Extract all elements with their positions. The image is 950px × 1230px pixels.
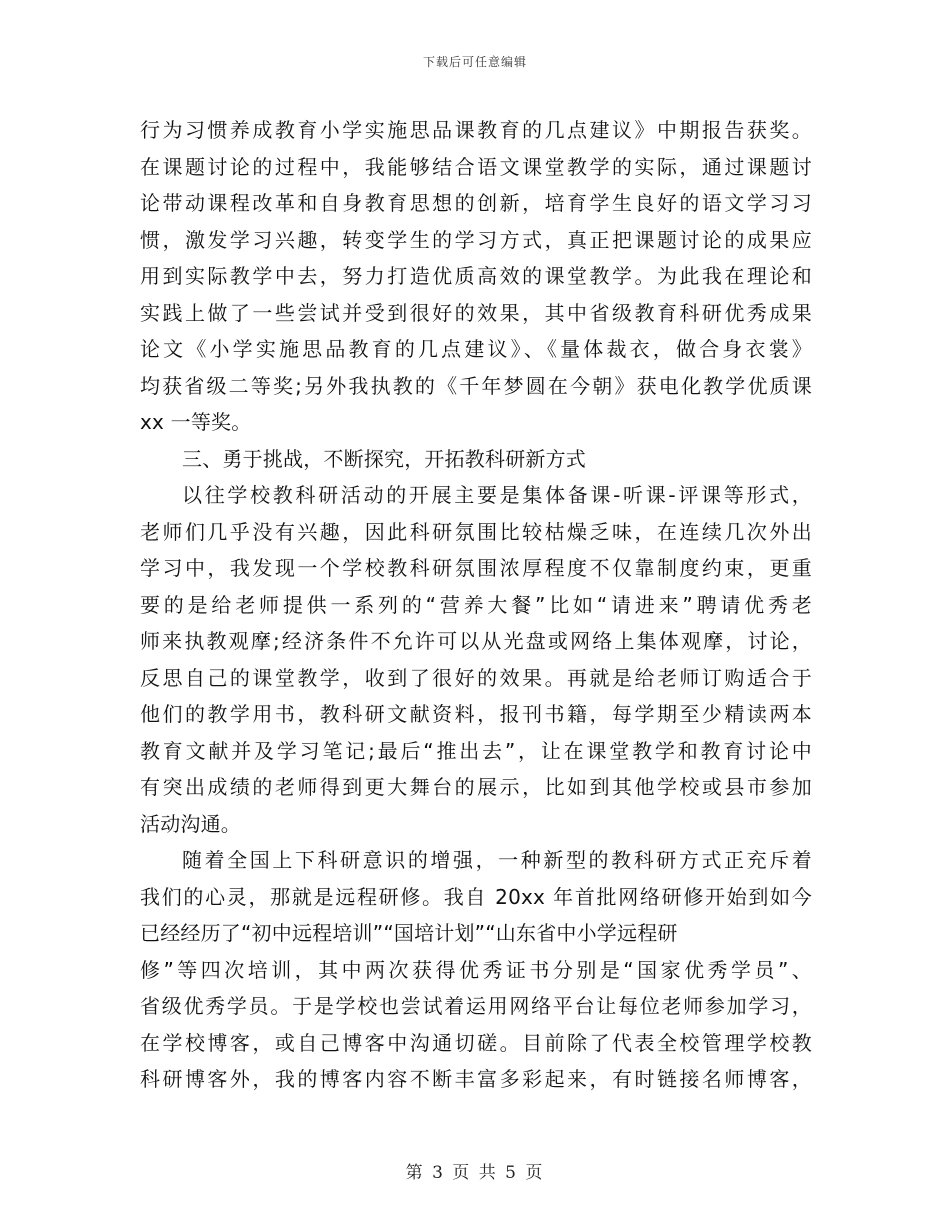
text-line: 要的是给老师提供一系列的“营养大餐”比如“请进来”聘请优秀老	[140, 592, 812, 617]
text-line: 反思自己的课堂教学，收到了很好的效果。再就是给老师订购适合于	[140, 665, 812, 690]
text-line: 已经经历了“初中远程培训”“国培计划”“山东省中小学远程研	[140, 921, 678, 945]
text-line: 师来执教观摩;经济条件不允许可以从光盘或网络上集体观摩，讨论，	[140, 629, 812, 653]
text-line: 教育文献并及学习笔记;最后“推出去”，让在课堂教学和教育讨论中	[140, 738, 812, 763]
text-line: 有突出成绩的老师得到更大舞台的展示，比如到其他学校或县市参加	[140, 775, 812, 799]
text-line: 学习中，我发现一个学校教科研氛围浓厚程度不仅靠制度约束，更重	[140, 556, 812, 580]
header-note: 下载后可任意编辑	[422, 55, 527, 69]
text-line: 修”等四次培训，其中两次获得优秀证书分别是“国家优秀学员”、	[140, 957, 812, 982]
text-line: 省级优秀学员。于是学校也尝试着运用网络平台让每位老师参加学习，	[140, 994, 812, 1018]
text-line: 行为习惯养成教育小学实施思品课教育的几点建议》中期报告获奖。	[140, 118, 812, 142]
text-line: 老师们几乎没有兴趣，因此科研氛围比较枯燥乏味，在连续几次外出	[140, 519, 812, 544]
text-line: 论文《小学实施思品教育的几点建议》、《量体裁衣，做合身衣裳》	[140, 337, 812, 361]
document-body	[140, 112, 812, 1098]
text-line: 均获省级二等奖;另外我执教的《千年梦圆在今朝》获电化教学优质课	[140, 373, 812, 398]
text-line: 活动沟通。	[140, 811, 241, 836]
text-line: 实践上做了一些尝试并受到很好的效果，其中省级教育科研优秀成果	[140, 300, 812, 325]
text-line: 科研博客外，我的博客内容不断丰富多彩起来，有时链接名师博客，	[140, 1067, 812, 1091]
text-line: 惯，激发学习兴趣，转变学生的学习方式，真正把课题讨论的成果应	[140, 227, 812, 252]
text-line: 在课题讨论的过程中，我能够结合语文课堂教学的实际，通过课题讨	[140, 154, 812, 179]
text-line: 论带动课程改革和自身教育思想的创新，培育学生良好的语文学习习	[140, 191, 812, 215]
page-number: 第 3 页 共 5 页	[405, 1163, 545, 1183]
text-line: 以往学校教科研活动的开展主要是集体备课-听课-评课等形式，	[182, 483, 812, 507]
text-line: 他们的教学用书，教科研文献资料，报刊书籍，每学期至少精读两本	[140, 702, 812, 726]
text-line: 在学校博客，或自己博客中沟通切磋。目前除了代表全校管理学校教	[140, 1030, 812, 1055]
text-line: 随着全国上下科研意识的增强，一种新型的教科研方式正充斥着	[182, 848, 812, 872]
text-line: 我们的心灵，那就是远程研修。我自 20xx 年首批网络研修开始到如今	[140, 884, 812, 909]
text-line: xx 一等奖。	[140, 410, 252, 434]
text-line: 三、勇于挑战，不断探究，开拓教科研新方式	[182, 446, 586, 471]
text-line: 用到实际教学中去，努力打造优质高效的课堂教学。为此我在理论和	[140, 264, 812, 288]
